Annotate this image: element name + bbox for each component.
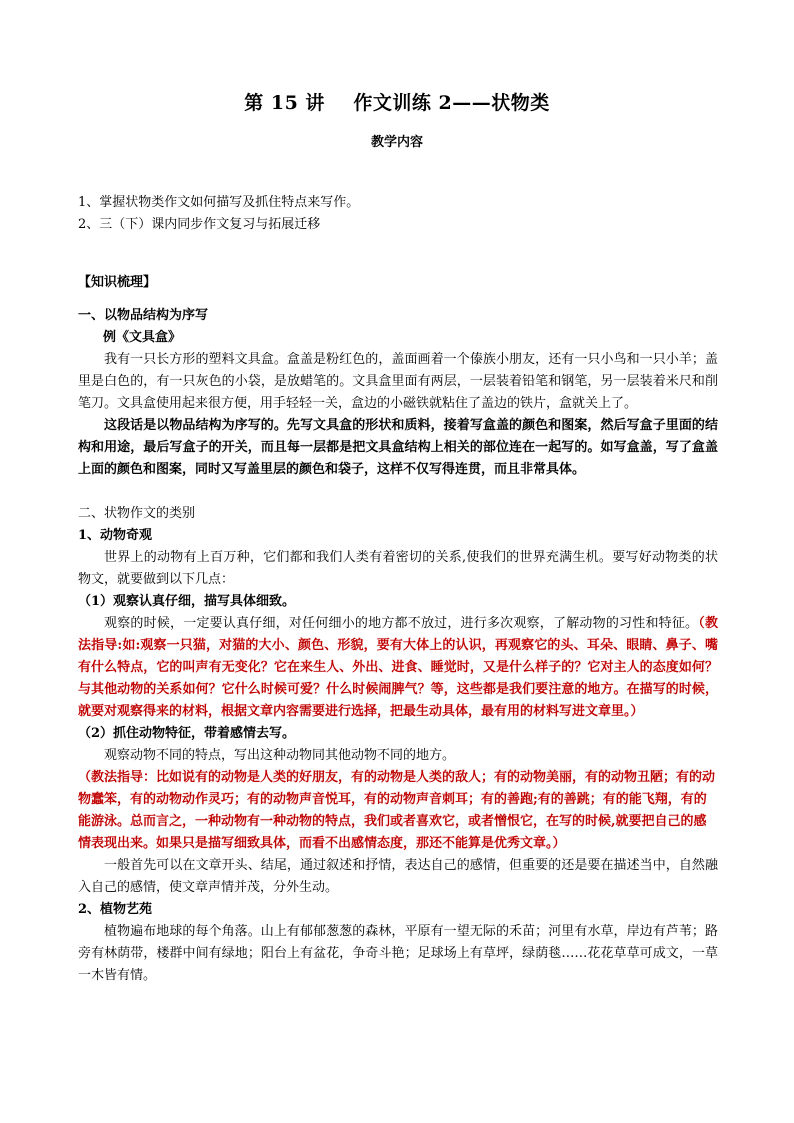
point2-heading: （2）抓住动物特征，带着感情去写。	[78, 726, 296, 741]
point1-heading: （1）观察认真仔细，描写具体细致。	[78, 594, 296, 609]
teaching-goals	[78, 192, 718, 236]
page-subtitle: 教学内容	[370, 135, 423, 150]
category2-text: 植物遍布地球的每个角落。山上有郁郁葱葱的森林，平原有一望无际的禾苗；河里有水草，岸边有芦苇；路旁有林荫带，楼群中间有绿地；阳台上有盆花，争奇斗艳；足球场上有草坪，绿荫毯……花花草草可成文，一草一木皆有情。	[78, 924, 718, 983]
point2-text: 观察动物不同的特点，写出这种动物同其他动物不同的地方。	[104, 748, 456, 763]
category1-heading: 1、动物奇观	[78, 528, 153, 543]
point1-paragraph	[78, 613, 718, 723]
point2-teaching-tip: （教法指导：比如说有的动物是人类的好朋友，有的动物是人类的敌人；有的动物美丽，有的动物丑陋；有的动物蠢笨，有的动物动作灵巧；有的动物声音悦耳，有的动物声音刺耳；有的善跑;有的善跳；有的能飞翔，有的能游泳。总而言之，一种动物有一种动物的特点，我们或者喜欢它，或者憎恨它，在写的时候,就要把自己的感情表现出来。如果只是描写细致具体，而看不出感情态度，那还不能算是优秀文章。）	[78, 770, 716, 851]
main-content	[78, 305, 718, 987]
section2-heading: 二、状物作文的类别	[78, 506, 196, 521]
knowledge-heading: 【知识梳理】	[78, 275, 157, 290]
point1-text: 观察的时候，一定要认真仔细，对任何细小的地方都不放过，进行多次观察，了解动物的习性和特征。	[104, 616, 699, 631]
category1-closing: 一般首先可以在文章开头、结尾，通过叙述和抒情，表达自己的感情，但重要的还是要在描述当中，自然融入自己的感情，使文章声情并茂，分外生动。	[78, 858, 718, 895]
goal-item: 2、三（下）课内同步作文复习与拓展迁移	[78, 217, 321, 232]
example-analysis: 这段话是以物品结构为序写的。先写文具盒的形状和质料，接着写盒盖的颜色和图案，然后写盒子里面的结构和用途，最后写盒子的开关，而且每一层都是把文具盒结构上相关的部位连在一起写的。如写盒盖，写了盒盖上面的颜色和图案，同时又写盖里层的颜色和袋子，这样不仅写得连贯，而且非常具体。	[78, 418, 718, 477]
spacer	[78, 481, 718, 503]
category2-heading: 2、植物艺苑	[78, 902, 153, 917]
section1-heading: 一、以物品结构为序写	[78, 308, 209, 323]
page-title: 第 15 讲 作文训练 2——状物类	[244, 92, 550, 114]
example-title: 例《文具盒》	[103, 330, 182, 345]
goal-item: 1、掌握状物类作文如何描写及抓住特点来写作。	[78, 195, 360, 210]
category1-intro: 世界上的动物有上百万种，它们都和我们人类有着密切的关系,使我们的世界充满生机。要写好动物类的状物文，就要做到以下几点：	[78, 550, 718, 587]
point1-teaching-tip: （教法指导:如:观察一只猫，对猫的大小、颜色、形貌，要有大体上的认识，再观察它的头、耳朵、眼睛、鼻子、嘴有什么特点，它的叫声有无变化？它在来生人、外出、进食、睡觉时，又是什么样子的？它对主人的态度如何？与其他动物的关系如何？它什么时候可爱？什么时候闹脾气？等，这些都是我们要注意的地方。在描写的时候，就要对观察得来的材料，根据文章内容需要进行选择，把最生动具体，最有用的材料写进文章里。）	[78, 616, 718, 719]
example-text: 我有一只长方形的塑料文具盒。盒盖是粉红色的，盖面画着一个傣族小朋友，还有一只小鸟和一只小羊；盖里是白色的，有一只灰色的小袋，是放蜡笔的。文具盒里面有两层，一层装着铅笔和钢笔，另一层装着米尺和削笔刀。文具盒使用起来很方便，用手轻轻一关，盒边的小磁铁就粘住了盖边的铁片，盒就关上了。	[78, 352, 718, 411]
